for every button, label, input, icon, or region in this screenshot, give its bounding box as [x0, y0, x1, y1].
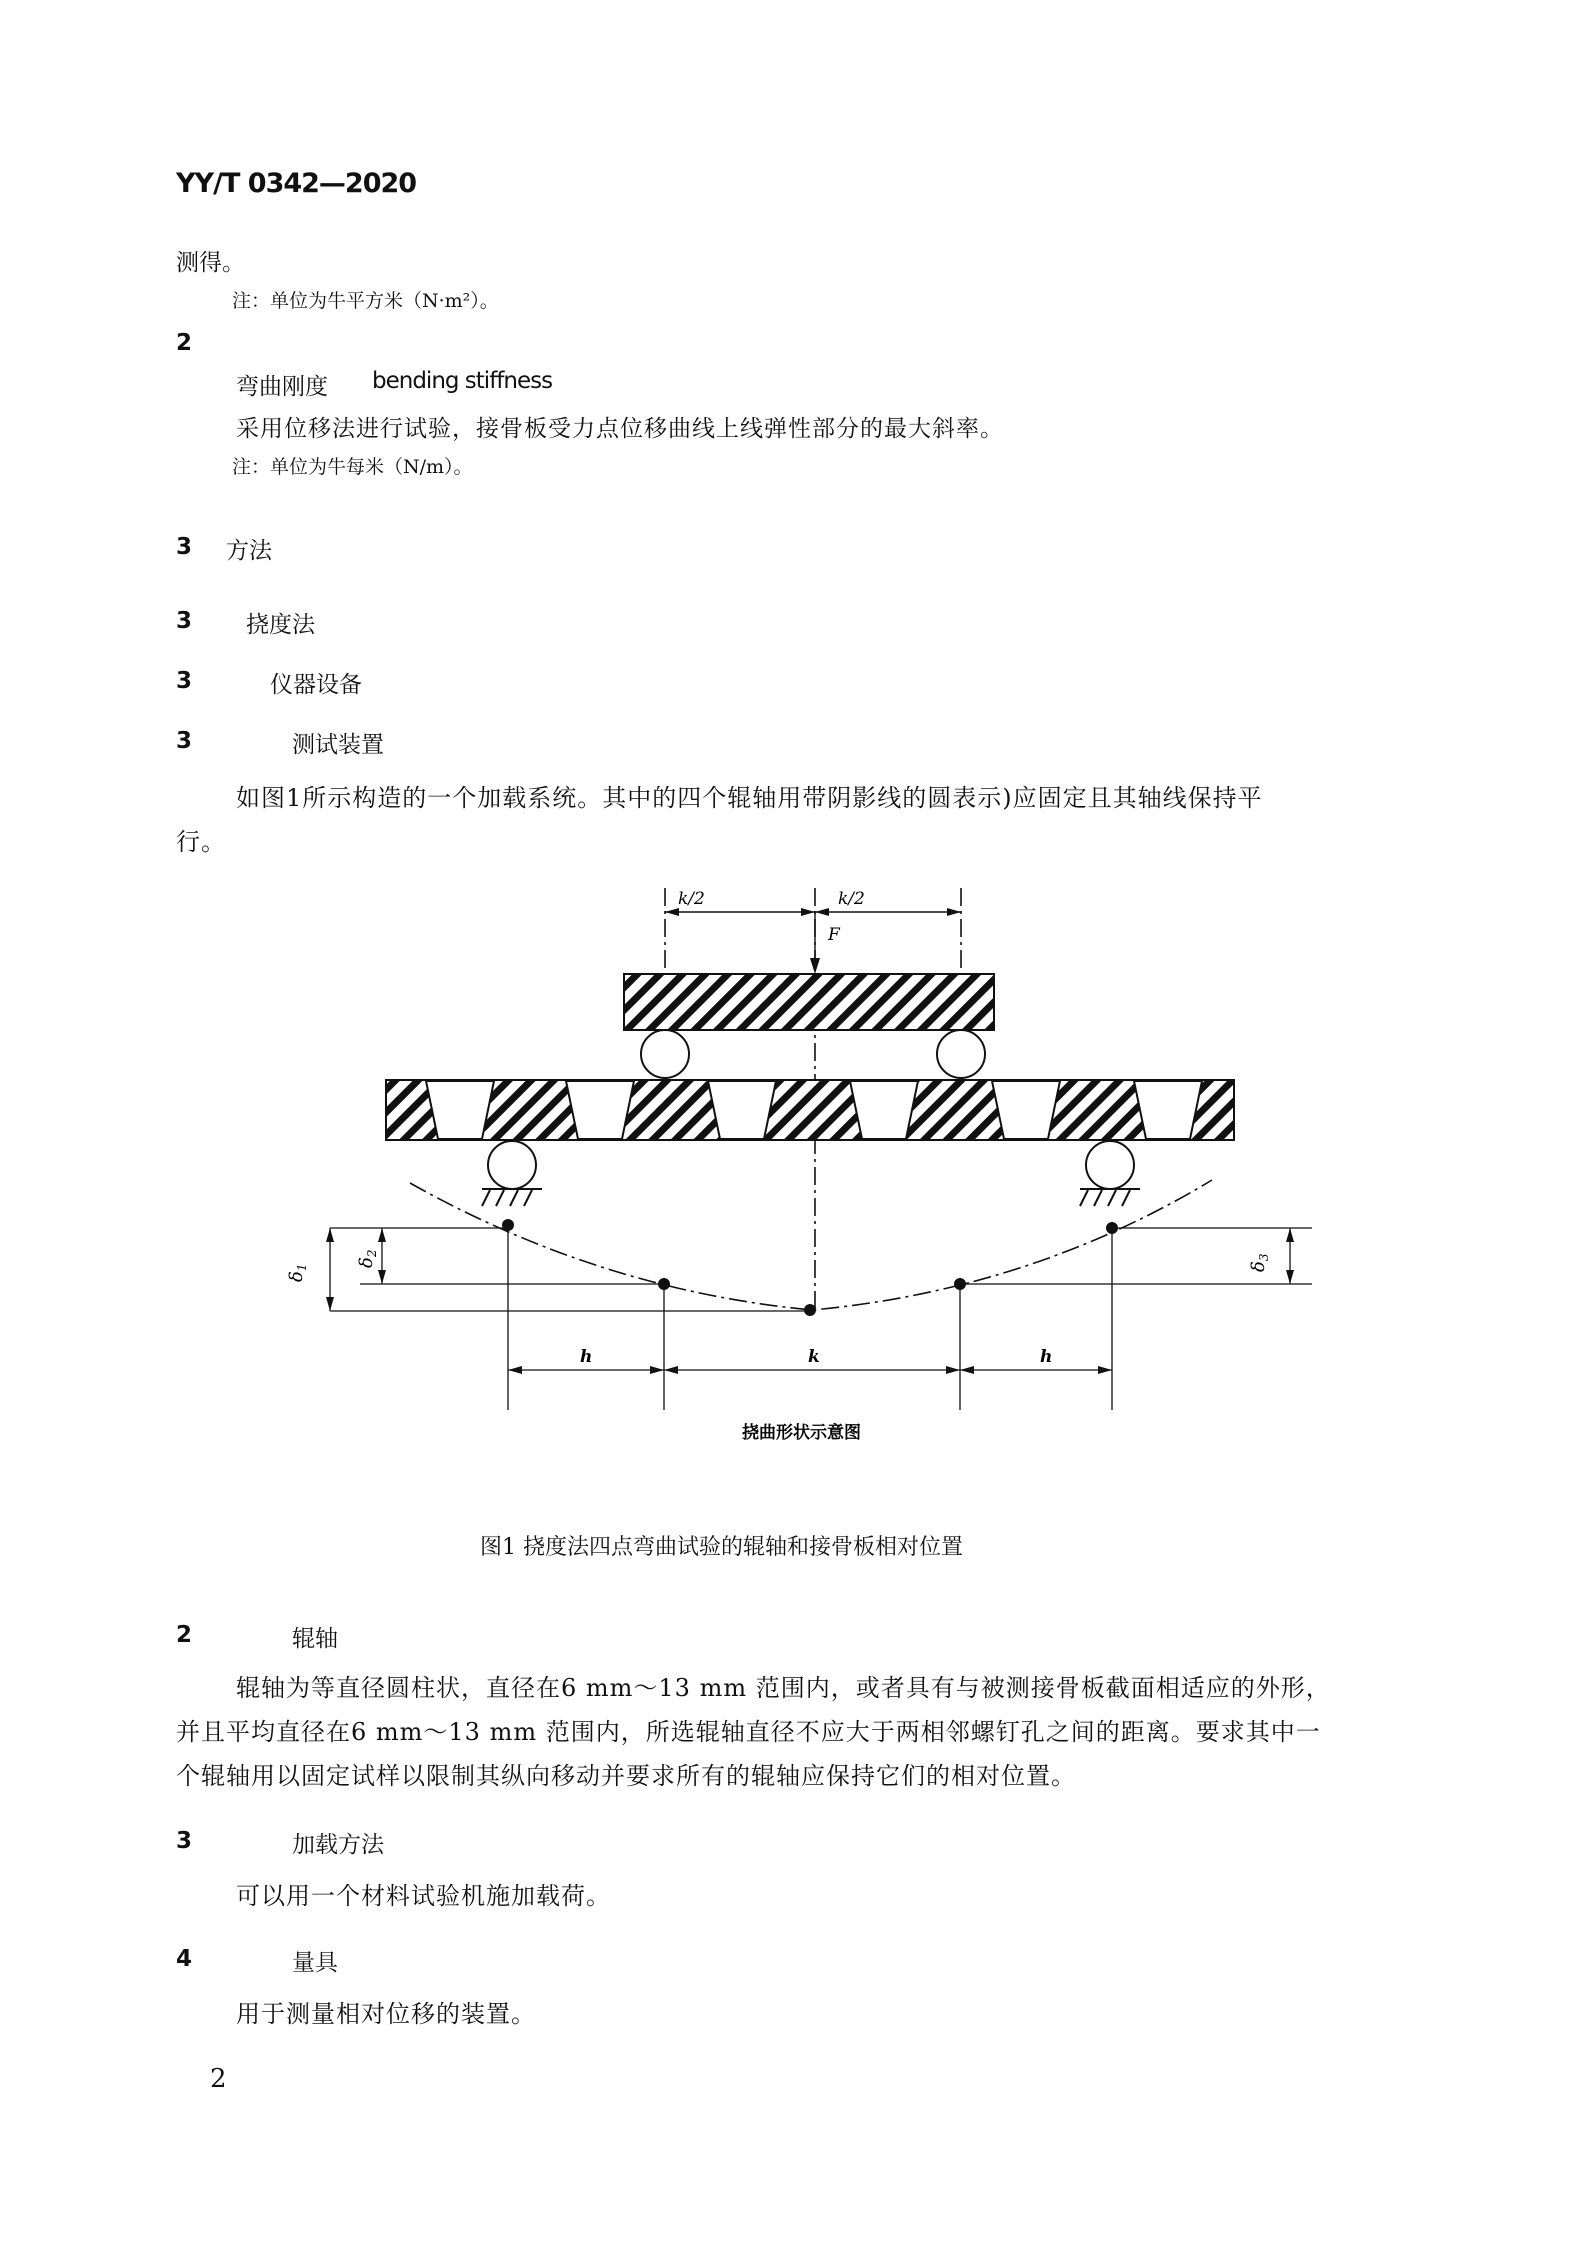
label-k-half-left: k/2: [678, 889, 705, 909]
term-english: bending stiffness: [372, 368, 553, 394]
body-text: 并且平均直径在6 mm～13 mm 范围内，所选辊轴直径不应大于两相邻螺钉孔之间的距离。要求其中一: [176, 1718, 1321, 1746]
loading-beam: [624, 974, 994, 1030]
section-number: 3: [176, 728, 193, 754]
body-text: 用于测量相对位移的装置。: [236, 2000, 536, 2028]
label-delta2: $\delta_2$: [356, 1249, 379, 1268]
figure-subcaption: 挠曲形状示意图: [742, 1423, 861, 1443]
support-ground-left: [482, 1189, 542, 1206]
term-chinese: 弯曲刚度: [236, 374, 328, 400]
support-roller: [1086, 1141, 1134, 1189]
term-number: 2: [176, 330, 193, 356]
loading-roller: [937, 1030, 985, 1078]
section-title: 仪器设备: [270, 672, 362, 698]
measure-point: [804, 1304, 816, 1316]
deflection-curve: [410, 1180, 1212, 1310]
section-title: 辊轴: [292, 1626, 338, 1652]
label-k-half-right: k/2: [838, 889, 865, 909]
figure-caption: 图1 挠度法四点弯曲试验的辊轴和接骨板相对位置: [480, 1535, 963, 1560]
loading-roller: [641, 1030, 689, 1078]
label-h-left: h: [580, 1347, 593, 1367]
support-ground-right: [1080, 1189, 1140, 1206]
section-title: 挠度法: [246, 612, 315, 638]
body-text: 可以用一个材料试验机施加载荷。: [236, 1882, 611, 1910]
bone-plate: [386, 1080, 1234, 1140]
section-title: 量具: [292, 1950, 338, 1976]
note-unit-1: 注：单位为牛平方米（N·m²）。: [232, 290, 499, 312]
label-delta3: $\delta_3$: [1248, 1253, 1271, 1272]
term-definition: 采用位移法进行试验，接骨板受力点位移曲线上线弹性部分的最大斜率。: [236, 416, 1004, 442]
body-text: 行。: [176, 828, 226, 856]
body-text: 如图1所示构造的一个加载系统。其中的四个辊轴用带阴影线的圆表示)应固定且其轴线保持平: [236, 784, 1263, 812]
body-text: 个辊轴用以固定试样以限制其纵向移动并要求所有的辊轴应保持它们的相对位置。: [176, 1762, 1076, 1790]
section-number: 4: [176, 1946, 193, 1972]
section-title: 加载方法: [292, 1832, 384, 1858]
label-k: k: [808, 1347, 820, 1367]
support-roller: [488, 1141, 536, 1189]
body-text: 辊轴为等直径圆柱状，直径在6 mm～13 mm 范围内，或者具有与被测接骨板截面相适应的外形，: [236, 1674, 1331, 1702]
continued-text: 测得。: [176, 250, 245, 276]
label-h-right: h: [1040, 1347, 1053, 1367]
page-number: 2: [210, 2064, 227, 2094]
note-unit-2: 注：单位为牛每米（N/m）。: [232, 456, 473, 478]
section-number: 3: [176, 534, 193, 560]
section-number: 2: [176, 1622, 193, 1648]
standard-id: YY/T 0342—2020: [176, 168, 417, 199]
section-number: 3: [176, 1828, 193, 1854]
section-number: 3: [176, 608, 193, 634]
section-title: 测试装置: [292, 732, 384, 758]
label-force: F: [828, 925, 840, 945]
section-number: 3: [176, 668, 193, 694]
section-title: 方法: [226, 538, 272, 564]
label-delta1: $\delta_1$: [286, 1263, 309, 1282]
